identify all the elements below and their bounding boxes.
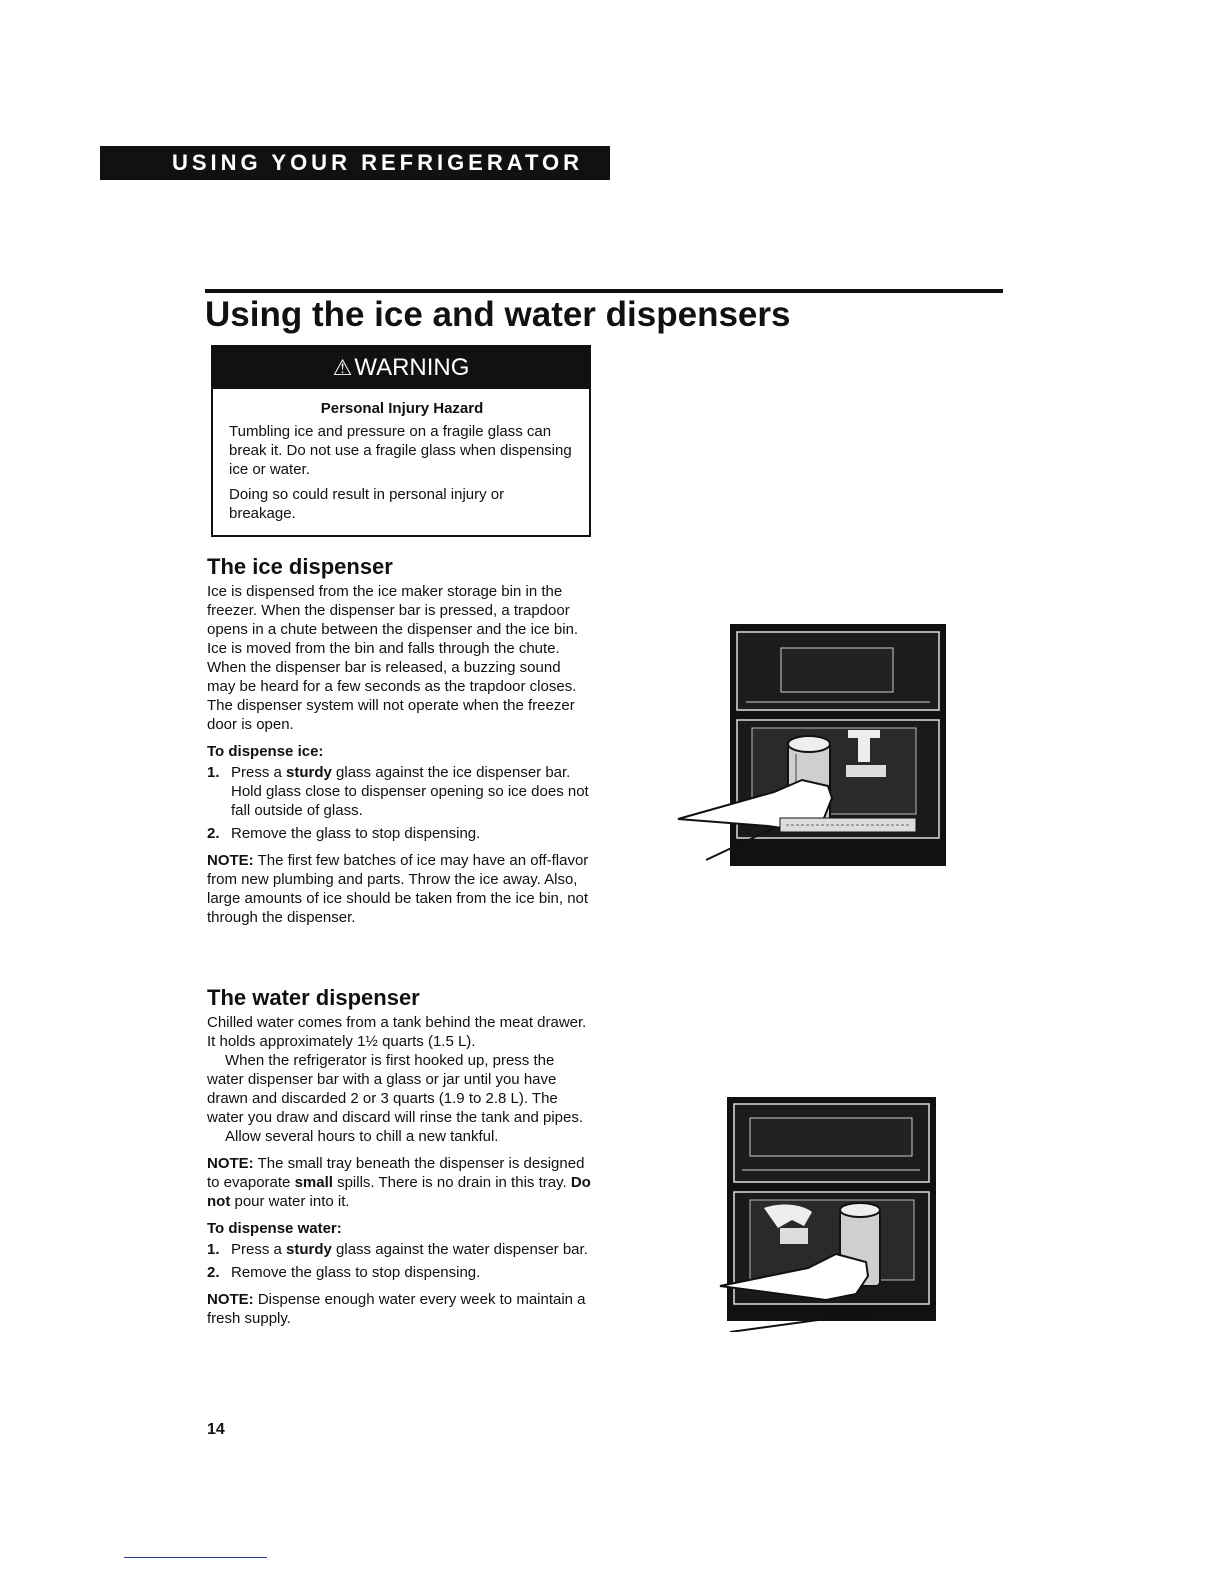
water-note-2: NOTE: Dispense enough water every week to maintain a fresh supply.: [207, 1291, 586, 1327]
page-number: 14: [207, 1421, 225, 1438]
water-paragraph-3: Allow several hours to chill a new tankful.: [225, 1128, 499, 1145]
list-item: [207, 1240, 592, 1259]
ice-procedure-title: To dispense ice:: [207, 743, 324, 760]
water-dispenser-section: [207, 985, 592, 1336]
ice-note: NOTE: The first few batches of ice may have an off-flavor from new plumbing and parts. Throw the ice away. Also, large amounts of ice should be taken from the ice bin, not through the dispenser.: [207, 852, 589, 926]
step-text: Press a sturdy glass against the water dispenser bar.: [231, 1241, 588, 1258]
warning-label: WARNING: [354, 354, 470, 381]
section-tab: USING YOUR REFRIGERATOR: [100, 146, 610, 180]
ice-dispenser-illustration: [676, 622, 948, 868]
water-paragraph-2: When the refrigerator is first hooked up, press the water dispenser bar with a glass or jar until you have drawn and discarded 2 or 3 quarts (1.9 to 2.8 L). The water you draw and discard will rinse the tank and pipes.: [207, 1052, 584, 1126]
title-rule: [205, 289, 1003, 293]
list-item: [207, 763, 592, 820]
ice-dispenser-section: [207, 554, 592, 935]
step-number: 1.: [207, 1241, 220, 1258]
water-paragraph-1: Chilled water comes from a tank behind the meat drawer. It holds approximately 1½ quarts (1.5 L).: [207, 1014, 587, 1050]
step-number: 2.: [207, 1264, 220, 1281]
warning-box: [211, 345, 591, 537]
warning-triangle-icon: ⚠: [332, 355, 353, 380]
step-number: 1.: [207, 764, 220, 781]
step-text: Press a sturdy glass against the ice dispenser bar. Hold glass close to dispenser opening so ice does not fall outside of glass.: [231, 764, 589, 819]
ice-dispenser-heading: The ice dispenser: [207, 554, 393, 579]
footer-rule: [124, 1557, 267, 1558]
step-text: Remove the glass to stop dispensing.: [231, 1264, 481, 1281]
step-number: 2.: [207, 825, 220, 842]
hazard-title: Personal Injury Hazard: [320, 400, 484, 417]
ice-steps: [207, 763, 592, 843]
water-dispenser-heading: The water dispenser: [207, 985, 420, 1010]
water-note-1: NOTE: The small tray beneath the dispenser is designed to evaporate small spills. There is no drain in this tray. Do not pour water into it.: [207, 1155, 591, 1210]
page-title: Using the ice and water dispensers: [205, 295, 791, 334]
warning-body: [213, 389, 589, 523]
water-steps: [207, 1240, 592, 1282]
water-dispenser-illustration: [716, 1096, 938, 1332]
list-item: [207, 824, 592, 843]
warning-consequence: Doing so could result in personal injury or breakage.: [229, 486, 505, 522]
ice-dispenser-paragraph: Ice is dispensed from the ice maker storage bin in the freezer. When the dispenser bar is pressed, a trapdoor opens in a chute between the dispenser and the ice bin. Ice is moved from the bin and falls through the chute. When the dispenser bar is released, a buzzing sound may be heard for a few seconds as the trapdoor closes. The dispenser system will not operate when the freezer door is open.: [207, 583, 579, 733]
list-item: [207, 1263, 592, 1282]
step-text: Remove the glass to stop dispensing.: [231, 825, 481, 842]
warning-text: Tumbling ice and pressure on a fragile glass can break it. Do not use a fragile glass when dispensing ice or water.: [229, 423, 572, 478]
water-procedure-title: To dispense water:: [207, 1220, 342, 1237]
warning-header: [213, 347, 589, 389]
